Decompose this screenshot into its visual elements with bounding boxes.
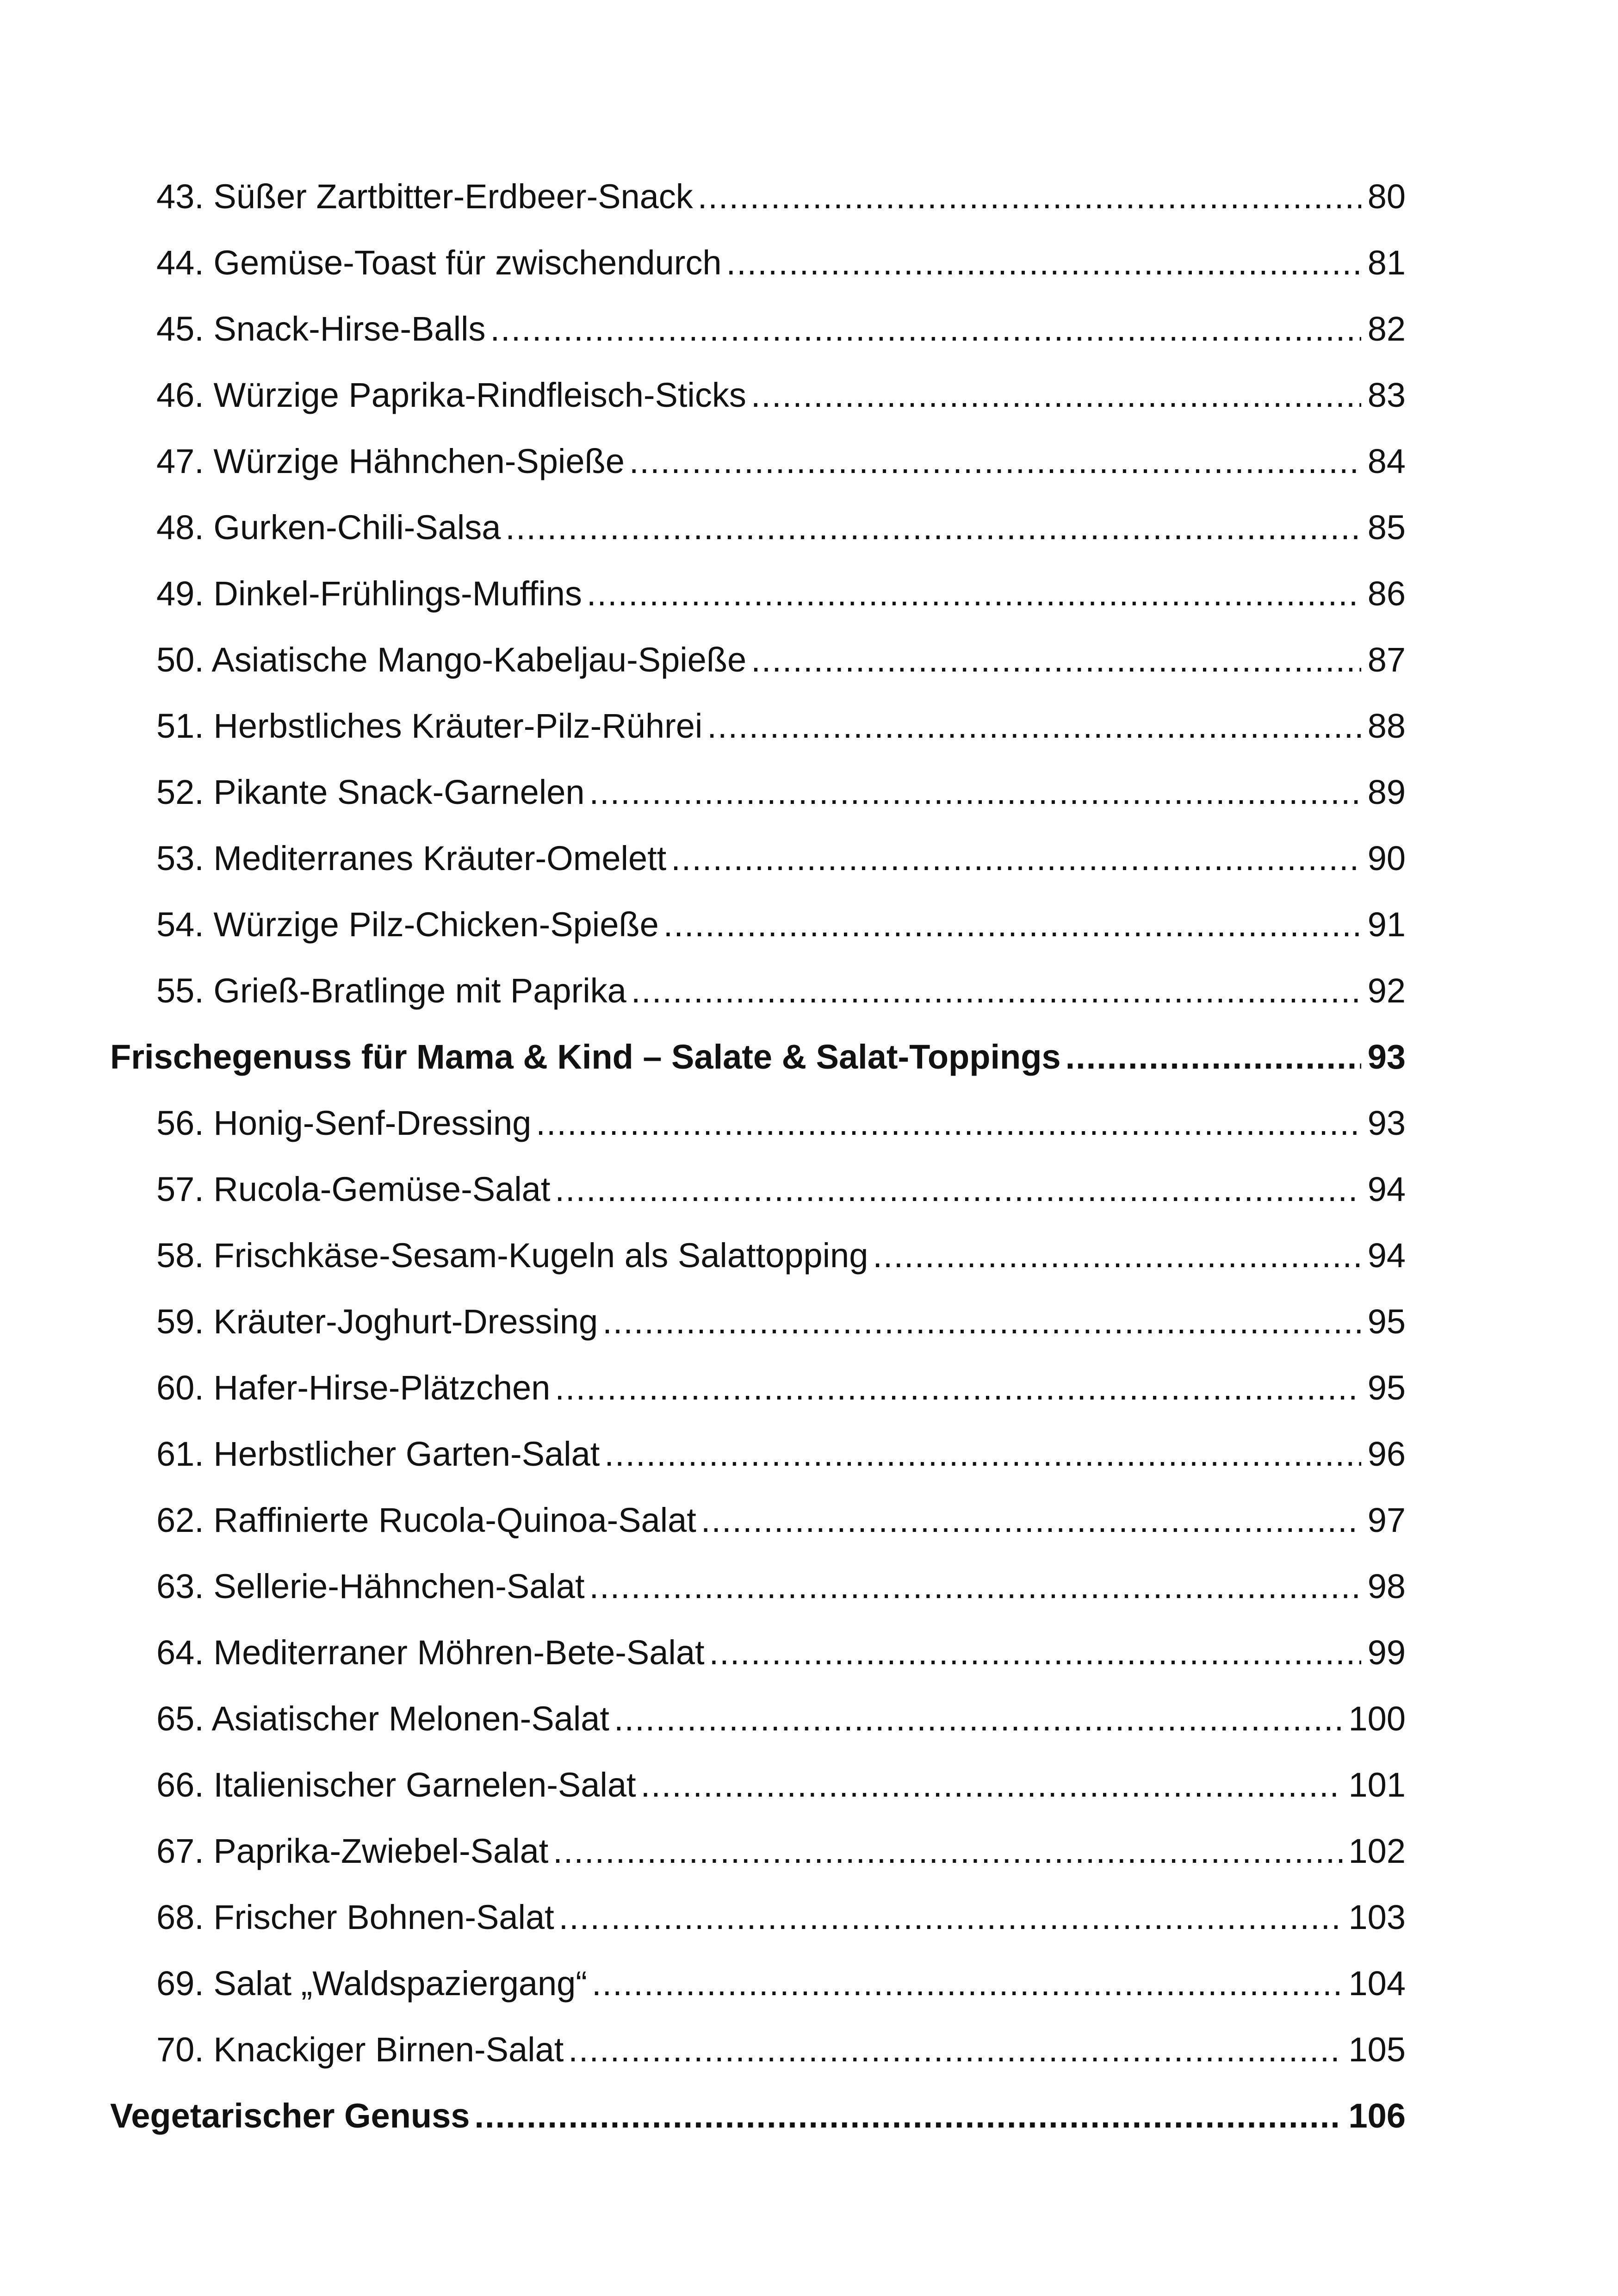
toc-entry — [110, 1090, 1406, 1156]
toc-entry-title: 68. Frischer Bohnen-Salat — [156, 1898, 554, 1936]
dot-leader — [490, 296, 1361, 362]
toc-entry — [110, 296, 1406, 362]
toc-page-number: 94 — [1367, 1170, 1406, 1208]
toc-section-title: Frischegenuss für Mama & Kind – Salate & Salat-Toppings — [110, 1038, 1061, 1076]
toc-entry-title: 53. Mediterranes Kräuter-Omelett — [156, 839, 667, 877]
table-of-contents — [110, 163, 1406, 2149]
dot-leader — [698, 163, 1361, 230]
toc-page-number: 88 — [1367, 707, 1406, 745]
toc-page-number: 100 — [1348, 1699, 1406, 1738]
dot-leader — [589, 759, 1361, 825]
toc-page-number: 105 — [1348, 2030, 1406, 2069]
toc-entry — [110, 825, 1406, 891]
toc-entry — [110, 1222, 1406, 1288]
toc-entry-title: 44. Gemüse-Toast für zwischendurch — [156, 243, 722, 282]
toc-entry — [110, 1487, 1406, 1553]
toc-entry — [110, 1884, 1406, 1950]
toc-page-number: 101 — [1348, 1766, 1406, 1804]
dot-leader — [751, 362, 1361, 428]
toc-entry — [110, 891, 1406, 958]
toc-entry — [110, 1156, 1406, 1222]
toc-entry-title: 70. Knackiger Birnen-Salat — [156, 2030, 564, 2069]
toc-section-heading — [110, 2083, 1406, 2149]
toc-page-number: 91 — [1367, 905, 1406, 944]
dot-leader — [641, 1752, 1342, 1818]
toc-entry-title: 59. Kräuter-Joghurt-Dressing — [156, 1302, 598, 1341]
dot-leader — [629, 428, 1361, 494]
toc-entry-title: 61. Herbstlicher Garten-Salat — [156, 1435, 600, 1473]
dot-leader — [604, 1421, 1361, 1487]
dot-leader — [1066, 1024, 1361, 1090]
toc-entry-title: 46. Würzige Paprika-Rindfleisch-Sticks — [156, 376, 746, 414]
toc-entry — [110, 494, 1406, 560]
toc-entry — [110, 1752, 1406, 1818]
toc-entry-title: 55. Grieß-Bratlinge mit Paprika — [156, 971, 626, 1010]
toc-page-number: 80 — [1367, 177, 1406, 216]
toc-entry-title: 65. Asiatischer Melonen-Salat — [156, 1699, 609, 1738]
toc-entry — [110, 1421, 1406, 1487]
dot-leader — [568, 2016, 1342, 2083]
toc-page-number: 99 — [1367, 1633, 1406, 1672]
toc-entry-title: 43. Süßer Zartbitter-Erdbeer-Snack — [156, 177, 693, 216]
toc-entry — [110, 1355, 1406, 1421]
toc-page-number: 92 — [1367, 971, 1406, 1010]
dot-leader — [555, 1355, 1361, 1421]
toc-page-number: 103 — [1348, 1898, 1406, 1936]
toc-entry-title: 49. Dinkel-Frühlings-Muffins — [156, 574, 582, 613]
toc-page-number: 81 — [1367, 243, 1406, 282]
dot-leader — [474, 2083, 1342, 2149]
toc-entry — [110, 627, 1406, 693]
toc-section-title: Vegetarischer Genuss — [110, 2097, 470, 2135]
toc-entry — [110, 1619, 1406, 1686]
toc-entry — [110, 1553, 1406, 1619]
toc-entry — [110, 428, 1406, 494]
toc-entry-title: 56. Honig-Senf-Dressing — [156, 1104, 532, 1142]
dot-leader — [536, 1090, 1361, 1156]
dot-leader — [701, 1487, 1361, 1553]
toc-entry-title: 47. Würzige Hähnchen-Spieße — [156, 442, 625, 480]
toc-entry — [110, 163, 1406, 230]
toc-entry — [110, 693, 1406, 759]
dot-leader — [631, 958, 1361, 1024]
toc-page-number: 104 — [1348, 1964, 1406, 2003]
toc-entry — [110, 1950, 1406, 2016]
toc-entry-title: 57. Rucola-Gemüse-Salat — [156, 1170, 551, 1208]
toc-page-number: 96 — [1367, 1435, 1406, 1473]
toc-page-number: 85 — [1367, 508, 1406, 547]
toc-entry — [110, 362, 1406, 428]
dot-leader — [589, 1553, 1361, 1619]
toc-entry-title: 48. Gurken-Chili-Salsa — [156, 508, 501, 547]
toc-page-number: 106 — [1348, 2097, 1406, 2135]
toc-page-number: 94 — [1367, 1236, 1406, 1275]
toc-entry — [110, 1686, 1406, 1752]
toc-entry — [110, 1288, 1406, 1355]
toc-entry — [110, 958, 1406, 1024]
toc-page-number: 87 — [1367, 641, 1406, 679]
toc-entry-title: 45. Snack-Hirse-Balls — [156, 310, 486, 348]
toc-page-number: 83 — [1367, 376, 1406, 414]
toc-entry-title: 64. Mediterraner Möhren-Bete-Salat — [156, 1633, 705, 1672]
toc-page-number: 84 — [1367, 442, 1406, 480]
toc-entry-title: 58. Frischkäse-Sesam-Kugeln als Salattopping — [156, 1236, 868, 1275]
dot-leader — [873, 1222, 1361, 1288]
toc-entry-title: 52. Pikante Snack-Garnelen — [156, 773, 585, 811]
toc-page-number: 97 — [1367, 1501, 1406, 1539]
dot-leader — [553, 1818, 1342, 1884]
dot-leader — [671, 825, 1361, 891]
toc-page-number: 93 — [1367, 1104, 1406, 1142]
toc-entry-title: 63. Sellerie-Hähnchen-Salat — [156, 1567, 585, 1605]
toc-entry-title: 54. Würzige Pilz-Chicken-Spieße — [156, 905, 659, 944]
toc-page-number: 95 — [1367, 1302, 1406, 1341]
dot-leader — [707, 693, 1361, 759]
toc-entry-title: 51. Herbstliches Kräuter-Pilz-Rührei — [156, 707, 703, 745]
toc-entry — [110, 230, 1406, 296]
toc-entry-title: 69. Salat „Waldspaziergang“ — [156, 1964, 587, 2003]
toc-entry-title: 60. Hafer-Hirse-Plätzchen — [156, 1369, 551, 1407]
toc-entry — [110, 1818, 1406, 1884]
toc-page-number: 102 — [1348, 1832, 1406, 1870]
toc-section-heading — [110, 1024, 1406, 1090]
dot-leader — [614, 1686, 1342, 1752]
toc-page-number: 95 — [1367, 1369, 1406, 1407]
toc-page-number: 86 — [1367, 574, 1406, 613]
toc-entry — [110, 759, 1406, 825]
dot-leader — [602, 1288, 1361, 1355]
toc-entry-title: 66. Italienischer Garnelen-Salat — [156, 1766, 636, 1804]
toc-entry — [110, 2016, 1406, 2083]
toc-page-number: 89 — [1367, 773, 1406, 811]
dot-leader — [726, 230, 1361, 296]
toc-page-number: 90 — [1367, 839, 1406, 877]
toc-page-number: 82 — [1367, 310, 1406, 348]
dot-leader — [709, 1619, 1361, 1686]
dot-leader — [663, 891, 1361, 958]
toc-entry-title: 50. Asiatische Mango-Kabeljau-Spieße — [156, 641, 747, 679]
dot-leader — [587, 560, 1361, 627]
toc-page-number: 93 — [1367, 1038, 1406, 1076]
toc-entry — [110, 560, 1406, 627]
dot-leader — [505, 494, 1361, 560]
dot-leader — [555, 1156, 1361, 1222]
toc-entry-title: 62. Raffinierte Rucola-Quinoa-Salat — [156, 1501, 696, 1539]
dot-leader — [751, 627, 1361, 693]
dot-leader — [592, 1950, 1342, 2016]
toc-page-number: 98 — [1367, 1567, 1406, 1605]
dot-leader — [559, 1884, 1342, 1950]
toc-entry-title: 67. Paprika-Zwiebel-Salat — [156, 1832, 549, 1870]
